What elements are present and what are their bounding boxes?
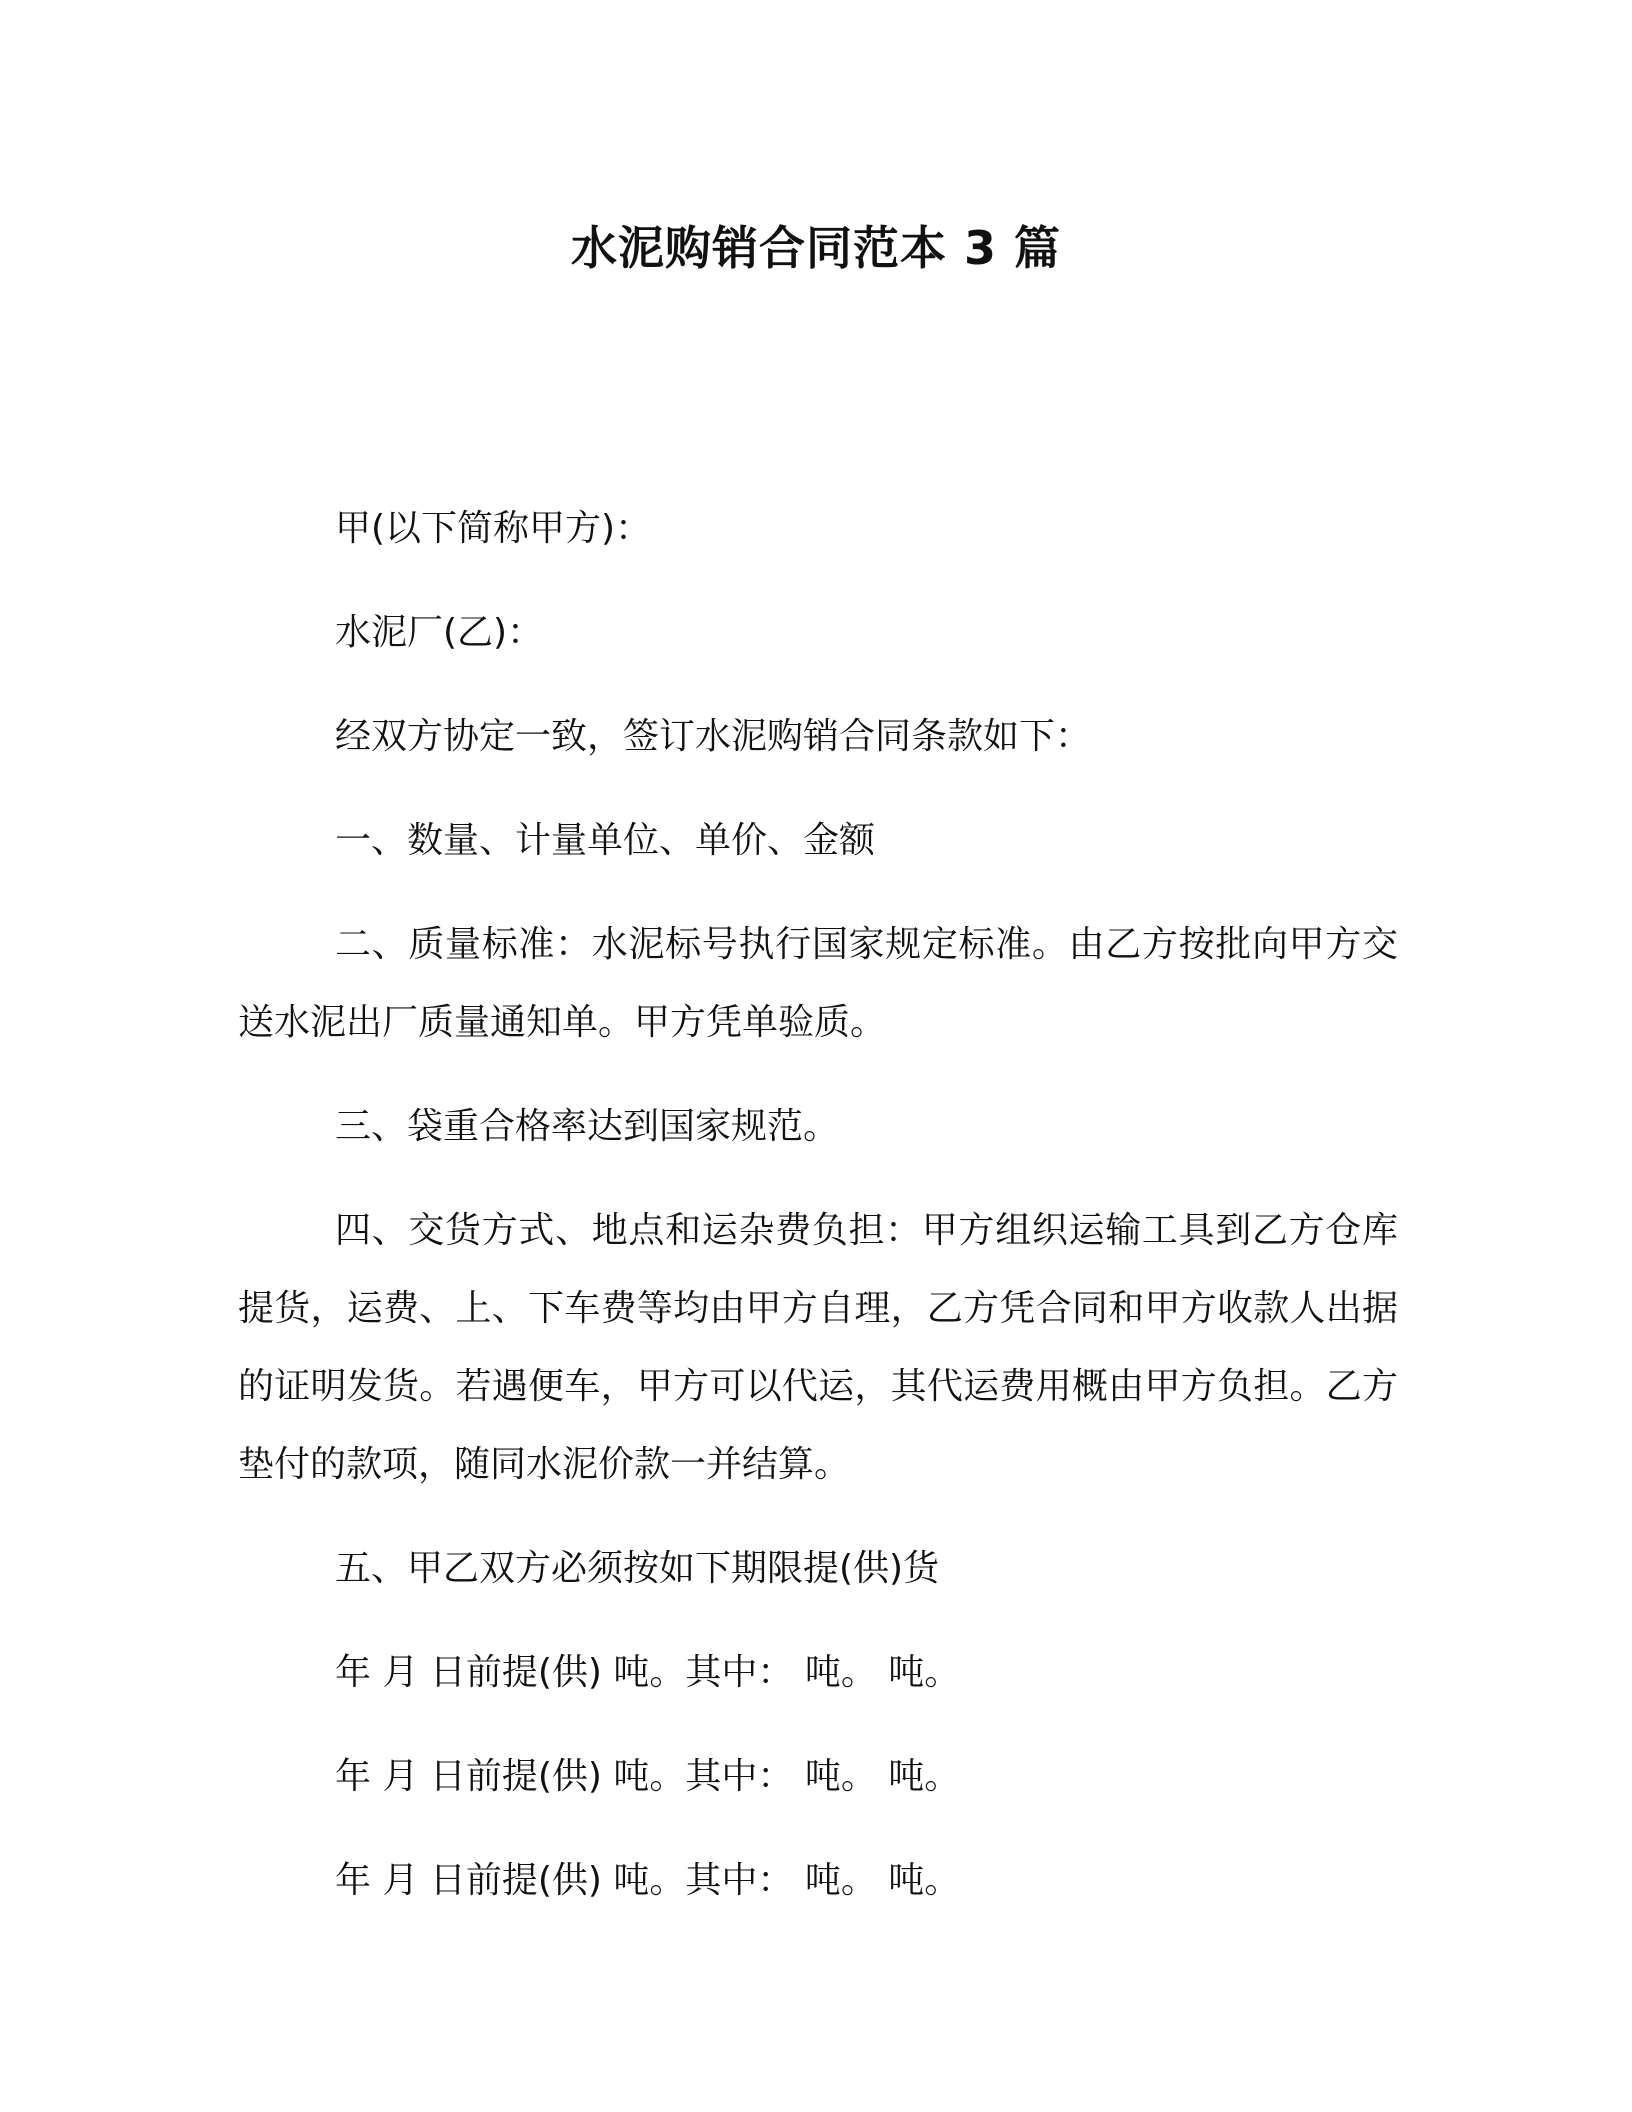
party-b-line: 水泥厂(乙)： [335,612,544,653]
agreement-intro: 经双方协定一致，签订水泥购销合同条款如下： [335,716,1092,757]
clause-5: 五、甲乙双方必须按如下期限提(供)货 [335,1548,940,1589]
party-a-line: 甲(以下简称甲方)： [335,508,652,549]
clause-1: 一、数量、计量单位、单价、金额 [335,820,876,861]
delivery-schedule-line: 年 月 日前提(供) 吨。其中： 吨。 吨。 [335,1756,961,1797]
clause-4: 四、交货方式、地点和运杂费负担：甲方组织运输工具到乙方仓库提货，运费、上、下车费等均由甲方自理，乙方凭合同和甲方收款人出据的证明发货。若遇便车，甲方可以代运，其代运费用概由甲方负担。乙方垫付的款项，随同水泥价款一并结算。 [238,1210,1398,1485]
clause-3: 三、袋重合格率达到国家规范。 [335,1106,840,1147]
document-body [238,490,1398,1946]
delivery-schedule-line: 年 月 日前提(供) 吨。其中： 吨。 吨。 [335,1652,961,1693]
delivery-schedule-line: 年 月 日前提(供) 吨。其中： 吨。 吨。 [335,1860,961,1901]
document-title: 水泥购销合同范本 3 篇 [570,221,1062,275]
clause-2: 二、质量标准：水泥标号执行国家规定标准。由乙方按批向甲方交送水泥出厂质量通知单。甲方凭单验质。 [238,924,1398,1043]
